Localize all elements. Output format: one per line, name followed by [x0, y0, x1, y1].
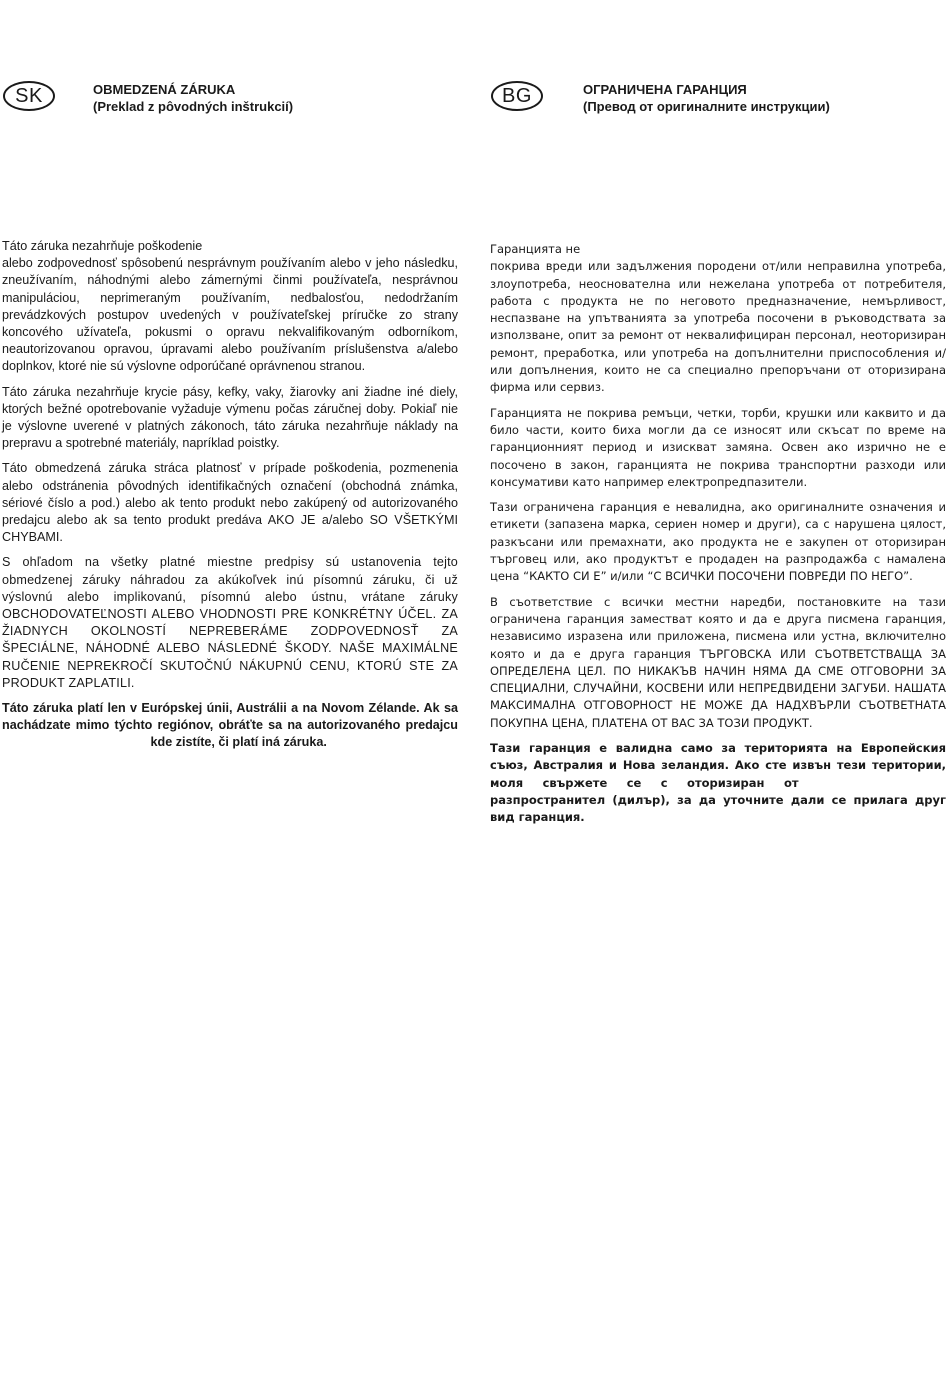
paragraph-damage-exclusions-sk: alebo zodpovednosť spôsobenú nesprávnym používaním alebo v jeho následku, zneužívaním, náhodnými alebo zámernými činmi používateľa, nesprávnou manipuláciou, neprimeraným používaním, nedbalosťou, nedodržaním prevádzkových postupov uvedených v používateľskej príručke zo strany koncového užívateľa, pokusmi o opravu nekvalifikovaným odborníkom, neautorizovanou opravou, úpravami alebo používaním príslušenstva a/alebo doplnkov, ktoré nie sú výslovne odporúčané oprávnenou stranou.	[2, 256, 458, 374]
paragraph-wear-parts-bg: Гаранцията не покрива ремъци, четки, торби, крушки или каквито и да било части, които биха могли да се износят или скъсат по време на гаранционният период и изискват замяна. Освен ако изрично не е посочено в закон, гаранцията не покрива транспортни разходи или консумативи като например електропредпазители.	[490, 405, 946, 489]
warranty-text-bg	[490, 241, 946, 835]
section-title-bg: ОГРАНИЧЕНА ГАРАНЦИЯ	[583, 82, 747, 97]
paragraph-void-conditions-sk: Táto obmedzená záruka stráca platnosť v prípade poškodenia, pozmenenia alebo odstránenia pôvodných identifikačných označení (obchodná známka, sériové číslo a pod.) alebo ak tento produkt nebo zakúpený od autorizovaného predajcu alebo ak sa tento produkt predáva AKO JE a/alebo SO VŠETKÝMI CHYBAMI.	[2, 461, 458, 545]
paragraph-lead-bg: Гаранцията не	[490, 242, 581, 256]
paragraph-liability-sk: S ohľadom na všetky platné miestne predpisy sú ustanovenia tejto obmedzenej záruky náhradou za akúkoľvek inú písomnú záruku, či už výslovnú alebo implikovanú, písomnú alebo ústnu, vrátane záruky OBCHODOVATEĽNOSTI ALEBO VHODNOSTI PRE KONKRÉTNY ÚČEL. ZA ŽIADNYCH OKOLNOSTÍ NEPREBERÁME ZODPOVEDNOSŤ ZA ŠPECIÁLNE, NÁHODNÉ ALEBO NÁSLEDNÉ ŠKODY. NAŠE MAXIMÁLNE RUČENIE NEPREKROČÍ SKUTOČNÚ NÁKUPNÚ CENU, KTORÚ STE ZA PRODUKT ZAPLATILI.	[2, 555, 458, 690]
language-badge-sk: SK	[3, 81, 55, 111]
section-title-sk: OBMEDZENÁ ZÁRUKA	[93, 82, 236, 97]
section-header-bg	[583, 81, 830, 115]
territory-text-b-sk: kde zistíte, či platí iná záruka.	[150, 735, 327, 750]
paragraph-void-conditions-bg: Тази ограничена гаранция е невалидна, ако оригиналните означения и етикети (запазена марка, сериен номер и други), са с нарушена цялост, разкъсани или премахнати, ако продукта не е закупен от оторизиран търговец или, ако продуктът е продаден на разпродажба с намалена цена “КАКТО СИ Е” и/или “С ВСИЧКИ ПОСОЧЕНИ ПОВРЕДИ ПО НЕГО”.	[490, 500, 946, 584]
paragraph-lead-sk: Táto záruka nezahrňuje poškodenie	[2, 239, 203, 253]
territory-text-a-sk: Táto záruka platí len v Európskej únii, Austrálii a na Novom Zélande. Ak sa nachádzate mimo týchto regiónov, obráťte sa na autorizovaného predajcu	[2, 701, 458, 733]
paragraph-damage-exclusions-bg: покрива вреди или задължения породени от/или неправилна употреба, злоупотреба, неоснователна или нежелана употреба от потребителя, работа с продукта не по неговото предназначение, немърливост, неспазване на упътванията за употреба посочени в ръководствата за използване, опит за ремонт от неквалифициран персонал, неоторизиран ремонт, преработка, или употреба на допълнителни приспособления и/ или допълнения, които не са специално препоръчани от оторизирана фирма или сервиз.	[490, 259, 946, 395]
paragraph-liability-bg: В съответствие с всички местни наредби, постановките на тази ограничена гаранция заместват която и да е друга писмена гаранция, независимо изразена или приложена, писмена или устна, включително която и да е друга гаранция ТЪРГОВСКА ИЛИ СЪОТВЕТСТВАЩА ЗА ОПРЕДЕЛЕНА ЦЕЛ. ПО НИКАКЪВ НАЧИН НЯМА ДА СМЕ ОТГОВОРНИ ЗА СПЕЦИАЛНИ, СЛУЧАЙНИ, КОСВЕНИ ИЛИ НЕПРЕДВИДЕНИ ЗАГУБИ. НАШАТА МАКСИМАЛНА ОТГОВОРНОСТ НЕ МОЖЕ ДА НАДХВЪРЛИ СЪОТВЕТНАТА ПОКУПНА ЦЕНА, ПЛАТЕНА ОТ ВАС ЗА ТОЗИ ПРОДУКТ.	[490, 594, 946, 730]
territory-text-a-bg: Тази гаранция е валидна само за територията на Европейския съюз, Австралия и Нова зеландия. Ако сте извън тези територии, моля свържете се с оторизиран от	[490, 741, 946, 790]
language-badge-bg: BG	[491, 81, 543, 111]
section-subtitle-bg: (Превод от оригиналните инструкции)	[583, 99, 830, 114]
section-subtitle-sk: (Preklad z pôvodných inštrukcií)	[93, 99, 294, 114]
paragraph-territory-sk	[2, 700, 458, 752]
paragraph-wear-parts-sk: Táto záruka nezahrňuje krycie pásy, kefky, vaky, žiarovky ani žiadne iné diely, ktorých bežné opotrebovanie vyžaduje výmenu počas záručnej doby. Pokiaľ nie je výslovne uverené v platných zákonoch, táto záruka nezahrňuje náklady na prepravu a spotrebné materiály, napríklad poistky.	[2, 384, 458, 451]
paragraph-territory-bg	[490, 740, 946, 826]
warranty-text-sk	[2, 238, 458, 760]
territory-text-b-bg: разпространител (дилър), за да уточните дали се прилага друг вид гаранция.	[490, 792, 946, 825]
section-header-sk	[93, 81, 293, 115]
